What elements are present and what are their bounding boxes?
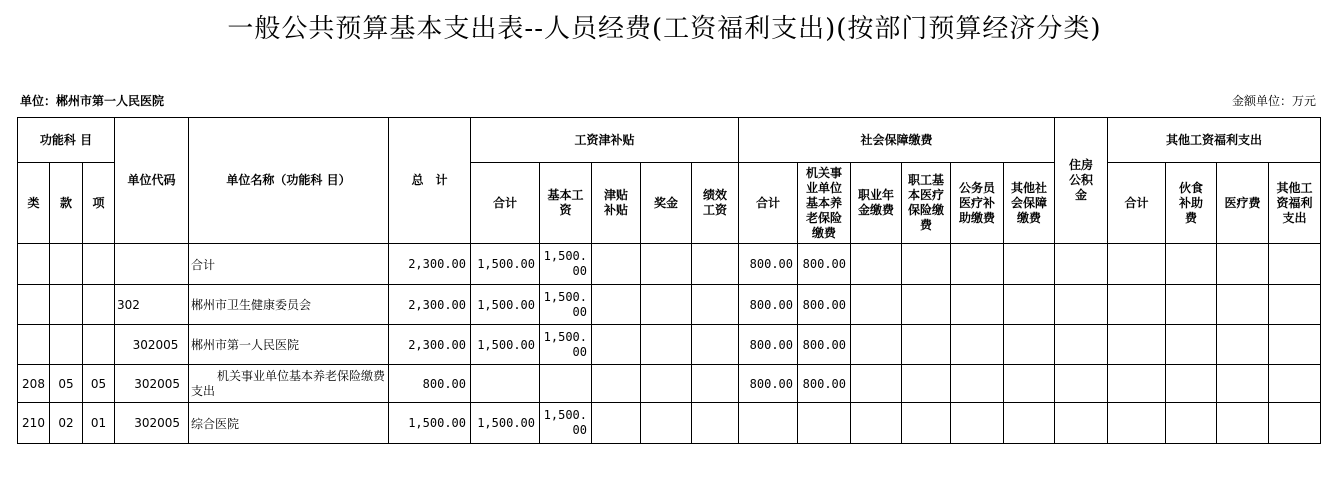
amount-unit-label: 金额单位：万元: [1231, 94, 1316, 108]
header-medical: 职工基本医疗保险缴费: [902, 163, 951, 244]
cell-lei: 208: [18, 365, 50, 403]
budget-table: [17, 117, 1321, 444]
header-other-group: 其他工资福利支出: [1108, 118, 1321, 163]
cell-kuan: [50, 244, 83, 285]
cell-social-total: [739, 403, 798, 444]
cell-code: 302005: [115, 325, 189, 365]
cell-total: 2,300.00: [389, 285, 471, 325]
cell-name: 郴州市卫生健康委员会: [189, 285, 389, 325]
header-social-group: 社会保障缴费: [739, 118, 1055, 163]
header-social-total: 合计: [739, 163, 798, 244]
cell-basic-salary: 1,500.00: [540, 403, 592, 444]
header-xiang: 项: [83, 163, 115, 244]
table-row: [18, 244, 1321, 285]
header-other-total: 合计: [1108, 163, 1166, 244]
table-row: [18, 325, 1321, 365]
cell-total: 2,300.00: [389, 244, 471, 285]
cell-social-total: 800.00: [739, 285, 798, 325]
cell-code: [115, 244, 189, 285]
cell-code: 302005: [115, 365, 189, 403]
cell-pension: 800.00: [798, 244, 851, 285]
cell-basic-salary: 1,500.00: [540, 285, 592, 325]
cell-lei: 210: [18, 403, 50, 444]
cell-xiang: 05: [83, 365, 115, 403]
header-allowance: 津贴补贴: [592, 163, 641, 244]
cell-xiang: [83, 325, 115, 365]
cell-kuan: 02: [50, 403, 83, 444]
header-kuan: 款: [50, 163, 83, 244]
cell-salary-total: 1,500.00: [471, 403, 540, 444]
header-civil-medical: 公务员医疗补助缴费: [951, 163, 1004, 244]
table-row: [18, 365, 1321, 403]
header-meal: 伙食补助费: [1166, 163, 1217, 244]
header-bonus: 奖金: [641, 163, 692, 244]
header-medical-fee: 医疗费: [1217, 163, 1269, 244]
cell-salary-total: 1,500.00: [471, 325, 540, 365]
cell-kuan: 05: [50, 365, 83, 403]
cell-pension: [798, 403, 851, 444]
header-lei: 类: [18, 163, 50, 244]
unit-label: 单位：郴州市第一人民医院: [20, 94, 165, 108]
cell-code: 302005: [115, 403, 189, 444]
cell-total: 1,500.00: [389, 403, 471, 444]
header-salary-group: 工资津补贴: [471, 118, 739, 163]
cell-xiang: [83, 244, 115, 285]
cell-social-total: 800.00: [739, 244, 798, 285]
cell-xiang: 01: [83, 403, 115, 444]
header-annuity: 职业年金缴费: [851, 163, 902, 244]
cell-salary-total: 1,500.00: [471, 285, 540, 325]
cell-xiang: [83, 285, 115, 325]
cell-kuan: [50, 285, 83, 325]
cell-social-total: 800.00: [739, 325, 798, 365]
cell-lei: [18, 244, 50, 285]
cell-lei: [18, 285, 50, 325]
page-title: 一般公共预算基本支出表--人员经费(工资福利支出)(按部门预算经济分类): [227, 14, 1102, 44]
cell-total: 800.00: [389, 365, 471, 403]
cell-name: 综合医院: [189, 403, 389, 444]
header-basic-salary: 基本工资: [540, 163, 592, 244]
cell-pension: 800.00: [798, 365, 851, 403]
cell-salary-total: [471, 365, 540, 403]
table-row: [18, 285, 1321, 325]
cell-pension: 800.00: [798, 285, 851, 325]
header-other-welfare: 其他工资福利支出: [1269, 163, 1321, 244]
cell-salary-total: 1,500.00: [471, 244, 540, 285]
cell-name: 合计: [189, 244, 389, 285]
header-salary-total: 合计: [471, 163, 540, 244]
header-pension: 机关事业单位基本养老保险缴费: [798, 163, 851, 244]
cell-basic-salary: 1,500.00: [540, 325, 592, 365]
header-total: 总 计: [389, 118, 471, 244]
header-func-subject: 功能科 目: [18, 118, 115, 163]
table-row: [18, 403, 1321, 444]
cell-lei: [18, 325, 50, 365]
header-housing-fund: 住房公积金: [1055, 118, 1108, 244]
cell-pension: 800.00: [798, 325, 851, 365]
cell-total: 2,300.00: [389, 325, 471, 365]
cell-name: 郴州市第一人民医院: [189, 325, 389, 365]
header-performance: 绩效工资: [692, 163, 739, 244]
cell-kuan: [50, 325, 83, 365]
header-other-social: 其他社会保障缴费: [1004, 163, 1055, 244]
header-unit-code: 单位代码: [115, 118, 189, 244]
header-unit-name: 单位名称（功能科 目）: [189, 118, 389, 244]
cell-basic-salary: 1,500.00: [540, 244, 592, 285]
cell-basic-salary: [540, 365, 592, 403]
cell-code: 302: [115, 285, 189, 325]
cell-name: 机关事业单位基本养老保险缴费支出: [189, 365, 389, 403]
cell-social-total: 800.00: [739, 365, 798, 403]
